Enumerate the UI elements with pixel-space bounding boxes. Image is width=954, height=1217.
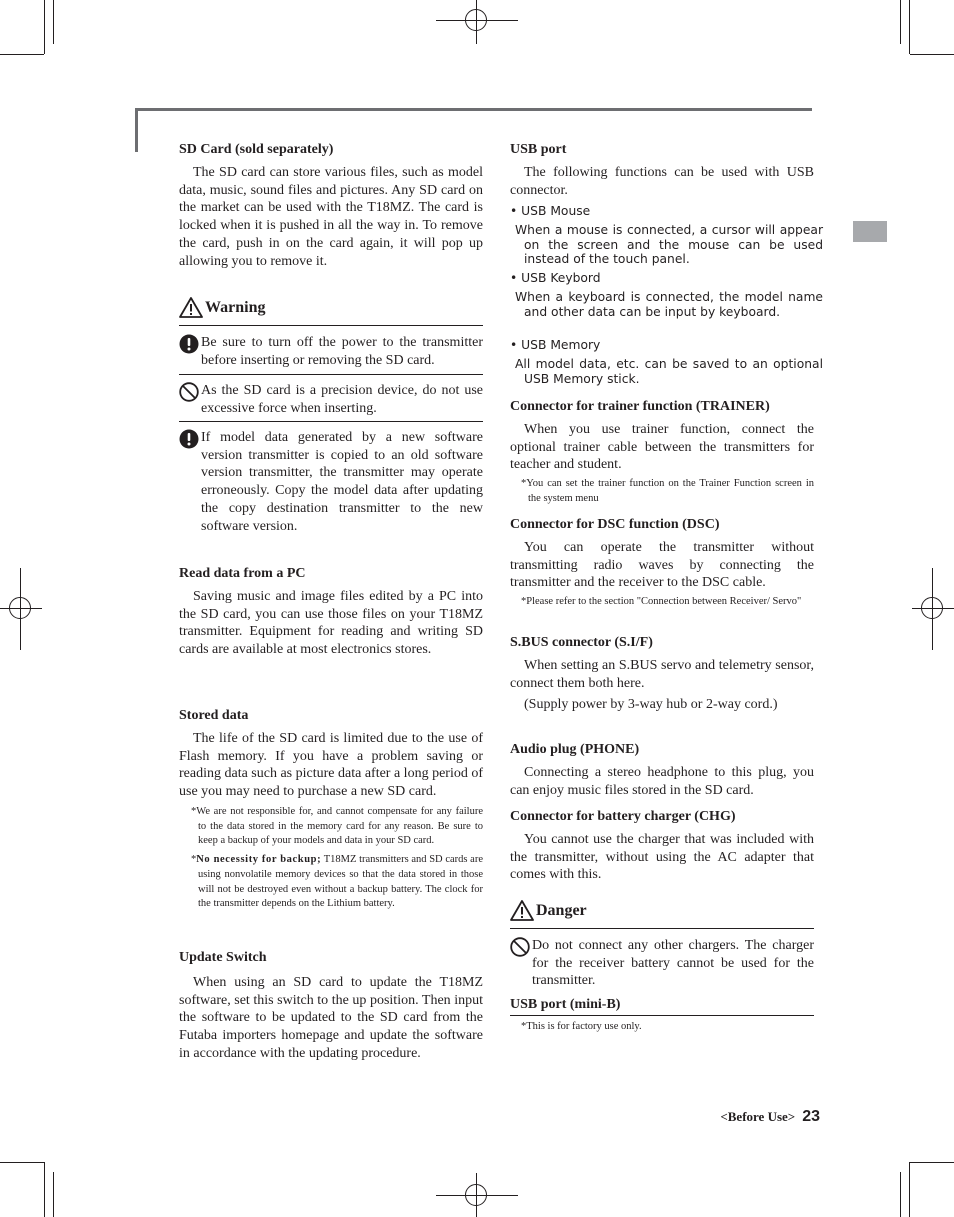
divider — [179, 421, 483, 422]
danger-title — [510, 900, 587, 921]
crop-mark — [909, 0, 910, 54]
usb-keyboard-label: • USB Keybord — [510, 271, 601, 285]
warning-item-text: If model data generated by a new software version transmitter is copied to an old software version transmitter, the transmitter may operate erroneously. Copy the model data after updating the copy destination transmitter to the new software version. — [201, 430, 483, 534]
divider — [510, 928, 814, 929]
usb-memory-label: • USB Memory — [510, 338, 601, 352]
warning-item-text: As the SD card is a precision device, do not use excessive force when inserting. — [201, 383, 483, 416]
stored-data-text: The life of the SD card is limited due to the use of Flash memory. If you have a problem saving or reading data such as picture data after a long period of use you may need to purchase a new SD card. — [179, 731, 483, 800]
crop-mark — [53, 0, 54, 44]
exclamation-icon — [179, 429, 199, 449]
danger-item-text: Do not connect any other chargers. The charger for the receiver battery cannot be used for the transmitter. — [532, 938, 814, 989]
danger-title-text: Danger — [536, 901, 587, 919]
dsc-heading: Connector for DSC function (DSC) — [510, 517, 720, 532]
sd-card-heading: SD Card (sold separately) — [179, 142, 334, 157]
prohibited-icon — [179, 382, 199, 402]
update-switch-text: When using an SD card to update the T18MZ software, set this switch to the up position. Then input the software to be updated to the SD card from the Futaba importers homepage and update the software in accordance with the updating procedure. — [179, 975, 483, 1061]
crop-mark — [44, 0, 45, 54]
usb-memory-desc: All model data, etc. can be saved to an optional USB Memory stick. — [515, 357, 823, 386]
divider — [179, 325, 483, 326]
usb-mouse-label: • USB Mouse — [510, 204, 591, 218]
usb-keyboard-desc: When a keyboard is connected, the model name and other data can be input by keyboard. — [515, 290, 823, 319]
header-bar-corner — [135, 108, 138, 152]
audio-text: Connecting a stereo headphone to this plug, you can enjoy music files stored in the SD card. — [510, 765, 814, 798]
crop-mark — [910, 54, 954, 55]
footer-section: <Before Use> — [720, 1109, 796, 1124]
sbus-heading: S.BUS connector (S.I/F) — [510, 635, 653, 650]
registration-mark — [465, 9, 487, 31]
page-number: 23 — [802, 1108, 820, 1125]
stored-data-heading: Stored data — [179, 708, 249, 723]
usb-mouse-desc: When a mouse is connected, a cursor will appear on the screen and the mouse can be used instead of the touch panel. — [515, 223, 823, 266]
usb-port-text: The following functions can be used with USB connector. — [510, 165, 814, 198]
usb-mini-note: *This is for factory use only. — [521, 1021, 642, 1032]
trainer-text: When you use trainer function, connect the optional trainer cable between the transmitters for teacher and student. — [510, 422, 814, 473]
danger-item — [510, 937, 814, 990]
crop-mark — [900, 1172, 901, 1217]
dsc-note: *Please refer to the section "Connection between Receiver/ Servo" — [521, 596, 802, 607]
warning-item-text: Be sure to turn off the power to the transmitter before inserting or removing the SD card. — [201, 335, 483, 368]
audio-heading: Audio plug (PHONE) — [510, 742, 640, 757]
warning-title-text: Warning — [205, 298, 266, 316]
dsc-text: You can operate the transmitter without transmitting radio waves by connecting the transmitter and the receiver to the DSC cable. — [510, 540, 814, 591]
stored-data-note-1: *We are not responsible for, and cannot compensate for any failure to the data stored in the memory card for any reason. Be sure to keep a backup of your models and data in your SD card. — [191, 806, 483, 847]
registration-mark — [9, 597, 31, 619]
trainer-heading: Connector for trainer function (TRAINER) — [510, 399, 770, 414]
read-data-heading: Read data from a PC — [179, 566, 306, 581]
stored-data-note-2: *No necessity for backup; T18MZ transmitters and SD cards are using nonvolatile memory devices so that the data stored in those will not be destroyed even without a backup battery. The clock for the transmitter depends on the Lithium battery. — [191, 854, 483, 910]
danger-icon — [510, 900, 534, 921]
section-tab — [853, 221, 887, 242]
crop-mark — [0, 1162, 44, 1163]
warning-item — [179, 429, 483, 535]
warning-title — [179, 297, 265, 318]
crop-mark — [909, 1162, 910, 1217]
stored-data-note — [191, 805, 483, 912]
crop-mark — [44, 1162, 45, 1217]
update-switch-heading: Update Switch — [179, 950, 267, 965]
sbus-text-2: (Supply power by 3-way hub or 2-way cord.) — [524, 697, 778, 712]
warning-item — [179, 382, 483, 417]
exclamation-icon — [179, 334, 199, 354]
note-bold-label: No necessity for backup; — [196, 854, 322, 866]
usb-mini-heading: USB port (mini-B) — [510, 997, 621, 1012]
registration-mark — [465, 1184, 487, 1206]
crop-mark — [910, 1162, 954, 1163]
header-bar — [135, 108, 812, 111]
usb-port-heading: USB port — [510, 142, 567, 157]
warning-icon — [179, 297, 203, 318]
warning-item — [179, 334, 483, 369]
sbus-text: When setting an S.BUS servo and telemetry sensor, connect them both here. — [510, 658, 814, 691]
crop-mark — [900, 0, 901, 44]
read-data-text: Saving music and image files edited by a PC into the SD card, you can use those files on your T18MZ transmitter. Equipment for reading and writing SD cards are available at most electronics stores. — [179, 589, 483, 658]
divider — [179, 374, 483, 375]
charger-heading: Connector for battery charger (CHG) — [510, 809, 736, 824]
divider — [510, 1015, 814, 1016]
trainer-note: *You can set the trainer function on the Trainer Function screen in the system menu — [521, 478, 814, 504]
page-footer — [650, 1108, 820, 1126]
crop-mark — [0, 54, 44, 55]
crop-mark — [53, 1172, 54, 1217]
charger-text: You cannot use the charger that was included with the transmitter, without using the AC adapter that comes with this. — [510, 832, 814, 883]
registration-mark — [921, 597, 943, 619]
sd-card-text: The SD card can store various files, such as model data, music, sound files and pictures. Any SD card on the market can be used with the T18MZ. The card is locked when it is pushed in all the way in. To remove the card, push in on the card again, it will pop up allowing you to remove it. — [179, 165, 483, 269]
prohibited-icon — [510, 937, 530, 957]
